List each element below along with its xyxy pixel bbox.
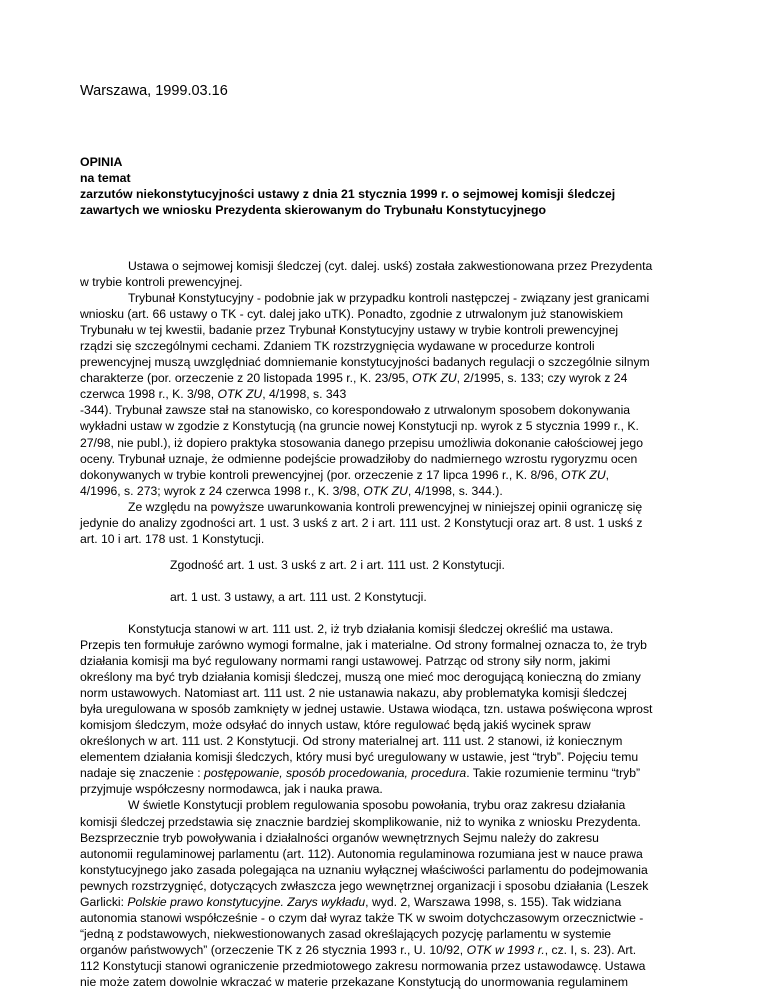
text-line: 27/98, nie publ.), iż dopiero praktyka stosowania danego przepisu umożliwia dokonanie całościowej jego	[80, 435, 643, 450]
text-line: rządzi się szczególnymi cechami. Zdaniem TK rozstrzygnięcia wydawane w procedurze kontroli	[80, 339, 595, 354]
title-line: zawartych we wniosku Prezydenta skierowanym do Trybunału Konstytucyjnego	[80, 203, 547, 217]
title-line: na temat	[80, 171, 131, 185]
text-line: wniosku (art. 66 ustawy o TK - cyt. dalej jako uTK). Ponadto, zgodnie z utrwalonym już stanowiskiem	[80, 307, 624, 322]
text-line: autonomia stanowi współcześnie - o czym dał wyraz także TK w swoim dotychczasowym orzecznictwie -	[80, 910, 644, 925]
dateline: Warszawa, 1999.03.16	[80, 83, 228, 99]
text-line: Konstytucja stanowi w art. 111 ust. 2, iż tryb działania komisji śledczej określić ma ustawa.	[128, 621, 614, 636]
text-line: Przepis ten formułuje zarówno wymogi formalne, jak i materialne. Od strony formalnej oznacza to, że tryb	[80, 637, 647, 652]
text-line: jedynie do analizy zgodności art. 1 ust. 3 uskś z art. 2 i art. 111 ust. 2 Konstytucji oraz art. 8 ust. 1 uskś z	[80, 515, 643, 530]
text-line: -344). Trybunał zawsze stał na stanowisko, co korespondowało z utrwalonym sposobem dokonywania	[80, 403, 631, 418]
section-heading: Zgodność art. 1 ust. 3 uskś z art. 2 i art. 111 ust. 2 Konstytucji.	[170, 557, 505, 572]
text-line: pewnych rozstrzygnięć, dotyczących zwłaszcza jego wewnętrznej organizacji i sposobu działania (Leszek	[80, 878, 649, 893]
text-line: charakterze (por. orzeczenie z 20 listopada 1995 r., K. 23/95, OTK ZU, 2/1995, s. 133; czy wyrok z 24	[80, 371, 628, 386]
text-line: dokonywanych w trybie kontroli prewencyjnej (por. orzeczenie z 17 lipca 1996 r., K. 8/96, OTK ZU,	[80, 467, 610, 482]
text-line: Trybunału w tej kwestii, badanie przez Trybunał Konstytucyjny ustawy w trybie kontroli prewencyjnej	[80, 323, 619, 338]
text-line: czerwca 1998 r., K. 3/98, OTK ZU, 4/1998, s. 343	[80, 387, 347, 402]
text-line: komisji śledczej przedstawia się znacznie bardziej skomplikowanie, niż to wynika z wniosku Prezydenta.	[80, 814, 641, 829]
title-line: OPINIA	[80, 155, 123, 169]
text-line: W świetle Konstytucji problem regulowania sposobu powołania, trybu oraz zakresu działania	[128, 798, 626, 813]
text-line: działania komisji ma być regulowany normami rangi ustawowej. Patrząc od strony siły norm, jakimi	[80, 654, 611, 669]
text-line: Bezsprzecznie tryb powoływania i działalności organów wewnętrznych Sejmu należy do zakresu	[80, 830, 599, 845]
section-heading: art. 1 ust. 3 ustawy, a art. 111 ust. 2 Konstytucji.	[170, 589, 427, 604]
text-line: autonomii regulaminowej parlamentu (art. 112). Autonomia regulaminowa rozumiana jest w nauce prawa	[80, 846, 643, 861]
text-line: określonych w art. 111 ust. 2 Konstytucji. Od strony materialnej art. 111 ust. 2 stanowi, iż koniecznym	[80, 734, 623, 749]
text-line: 112 Konstytucji stanowi ograniczenie przedmiotowego zakresu normowania przez ustawodawcę. Ustawa	[80, 958, 646, 973]
text-line: Garlicki: Polskie prawo konstytucyjne. Zarys wykładu, wyd. 2, Warszawa 1998, s. 155). Tak widziana	[80, 894, 622, 909]
text-line: była uregulowana w sposób zamknięty w jednej ustawie. Ustawa wiodąca, tzn. ustawa poświęcona wprost	[80, 702, 653, 717]
text-line: norm ustawowych. Natomiast art. 111 ust. 2 nie ustanawia nakazu, aby problematyka komisji śledczej	[80, 686, 627, 701]
text-line: Ze względu na powyższe uwarunkowania kontroli prewencyjnej w niniejszej opinii ograniczę się	[128, 499, 643, 514]
text-line: Trybunał Konstytucyjny - podobnie jak w przypadku kontroli następczej - związany jest granicami	[128, 291, 650, 306]
text-line: w trybie kontroli prewencyjnej.	[80, 275, 243, 290]
document-body	[80, 258, 692, 990]
text-line: oceny. Trybunał uznaje, że odmienne podejście prowadziłoby do nadmiernego wzrostu rygoryzmu ocen	[80, 451, 638, 466]
text-line: nie może zatem dowolnie wkraczać w materie przekazane Konstytucją do unormowania regulaminem	[80, 974, 629, 989]
text-line: “jedną z podstawowych, niekwestionowanych zasad określających pozycję parlamentu w systemie	[80, 926, 612, 941]
text-line: przyjmuje współczesny normodawca, jak i nauka prawa.	[80, 782, 383, 797]
text-line: prewencyjnej muszą uwzględniać domniemanie konstytucyjności badanych regulacji o szczególnie silnym	[80, 355, 650, 370]
title-line: zarzutów niekonstytucyjności ustawy z dnia 21 stycznia 1999 r. o sejmowej komisji śledczej	[80, 187, 616, 201]
text-line: 4/1996, s. 273; wyrok z 24 czerwca 1998 r., K. 3/98, OTK ZU, 4/1998, s. 344.).	[80, 483, 503, 498]
text-line: komisjom śledczym, może odsyłać do innych ustaw, które regulować będą jakiś wycinek spraw	[80, 718, 591, 733]
text-line: określony ma być tryb działania komisji śledczej, muszą one mieć moc derogującą konieczną do zmiany	[80, 670, 641, 685]
document-title	[80, 154, 692, 218]
text-line: art. 10 i art. 178 ust. 1 Konstytucji.	[80, 531, 265, 546]
text-line: Ustawa o sejmowej komisji śledczej (cyt. dalej. uskś) została zakwestionowana przez Prezydenta	[128, 259, 653, 273]
text-line: konstytucyjnego jako zasada polegająca na uznaniu wyłącznej właściwości parlamentu do podejmowania	[80, 862, 648, 877]
text-line: wykładni ustaw w zgodzie z Konstytucją (na gruncie nowej Konstytucji np. wyrok z 5 stycznia 1999 r., K.	[80, 419, 639, 434]
text-line: organów państwowych” (orzeczenie TK z 26 stycznia 1993 r., U. 10/92, OTK w 1993 r., cz. I, s. 23). Art.	[80, 942, 637, 957]
text-line: nadaje się znaczenie : postępowanie, sposób procedowania, procedura. Takie rozumienie terminu “tryb”	[80, 766, 641, 781]
text-line: elementem działania komisji śledczych, który musi być uregulowany w ustawie, jest “tryb”. Pojęciu temu	[80, 750, 639, 765]
